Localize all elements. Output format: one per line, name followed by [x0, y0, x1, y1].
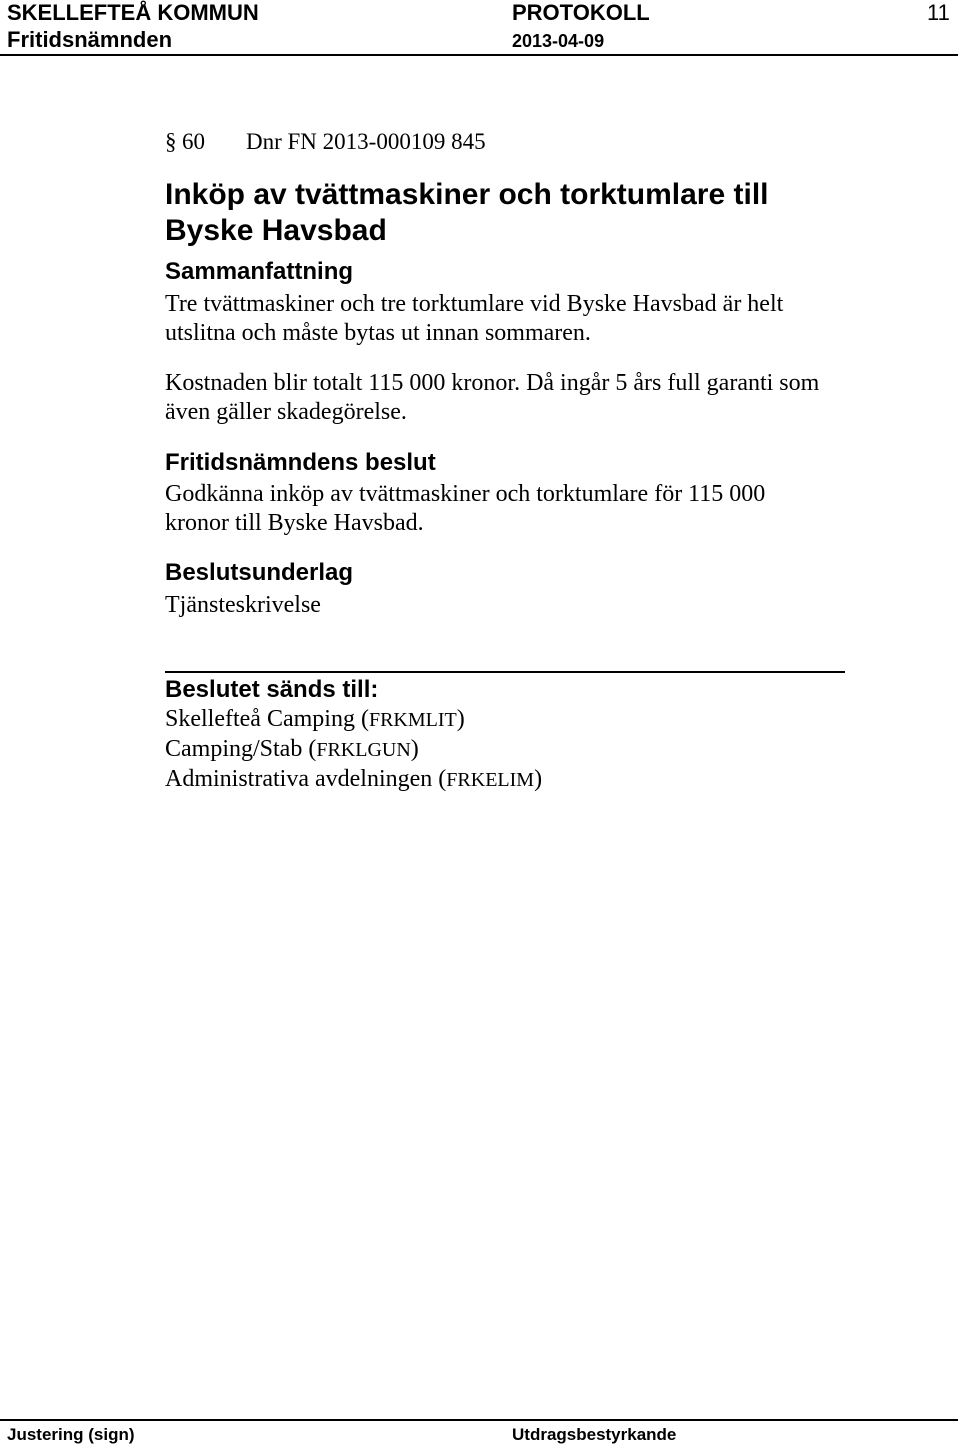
text-line: kronor till Byske Havsbad.: [165, 510, 424, 536]
summary-paragraph: [165, 369, 819, 427]
title-line: Inköp av tvättmaskiner och torktumlare till: [165, 178, 769, 211]
footer-rule: [0, 1419, 958, 1421]
organization-name: SKELLEFTEÅ KOMMUN: [7, 0, 259, 25]
basis-heading: Beslutsunderlag: [165, 559, 354, 586]
committee-name: Fritidsnämnden: [7, 27, 173, 52]
section-number: 60: [182, 129, 205, 154]
page-number: 11: [927, 0, 950, 25]
item-title: [165, 177, 769, 249]
summary-heading: Sammanfattning: [165, 258, 354, 285]
recipient-list: [165, 705, 542, 795]
recipient-code-close: ): [534, 766, 543, 792]
recipient-code: FRKMLIT: [368, 709, 457, 731]
recipient-code-open: (: [308, 736, 317, 762]
title-line: Byske Havsbad: [165, 214, 387, 247]
recipient: [165, 705, 542, 735]
header-rule: [0, 54, 958, 56]
section-number-line: [165, 128, 486, 156]
recipient: [165, 765, 542, 795]
text-line: Godkänna inköp av tvättmaskiner och torktumlare för 115 000: [165, 481, 766, 507]
recipient-name: Camping/Stab: [165, 736, 303, 762]
summary-paragraph: [165, 290, 783, 348]
extract-certification-label: Utdragsbestyrkande: [512, 1425, 677, 1444]
document-type: PROTOKOLL: [512, 0, 650, 25]
diary-number: Dnr FN 2013-000109 845: [246, 129, 486, 154]
recipient-code-open: (: [360, 706, 369, 732]
recipient-name: Skellefteå Camping: [165, 706, 355, 732]
distribution-rule: [165, 671, 845, 673]
text-line: utslitna och måste bytas ut innan sommaren.: [165, 320, 591, 346]
basis-document: Tjänsteskrivelse: [165, 592, 321, 618]
text-line: även gäller skadegörelse.: [165, 399, 407, 425]
distribution-heading: Beslutet sänds till:: [165, 676, 379, 703]
decision-text: [165, 480, 765, 538]
decision-heading: Fritidsnämndens beslut: [165, 449, 436, 476]
recipient-name: Administrativa avdelningen: [165, 766, 433, 792]
recipient-code-close: ): [410, 736, 419, 762]
meeting-date: 2013-04-09: [512, 31, 605, 51]
section-sign: §: [165, 129, 177, 154]
recipient-code: FRKELIM: [446, 769, 535, 791]
recipient-code: FRKLGUN: [316, 739, 411, 761]
text-line: Tre tvättmaskiner och tre torktumlare vid Byske Havsbad är helt: [165, 291, 784, 317]
text-line: Kostnaden blir totalt 115 000 kronor. Då ingår 5 års full garanti som: [165, 370, 820, 396]
adjustment-signature-label: Justering (sign): [7, 1425, 135, 1444]
recipient: [165, 735, 542, 765]
recipient-code-open: (: [438, 766, 447, 792]
recipient-code-close: ): [456, 706, 465, 732]
